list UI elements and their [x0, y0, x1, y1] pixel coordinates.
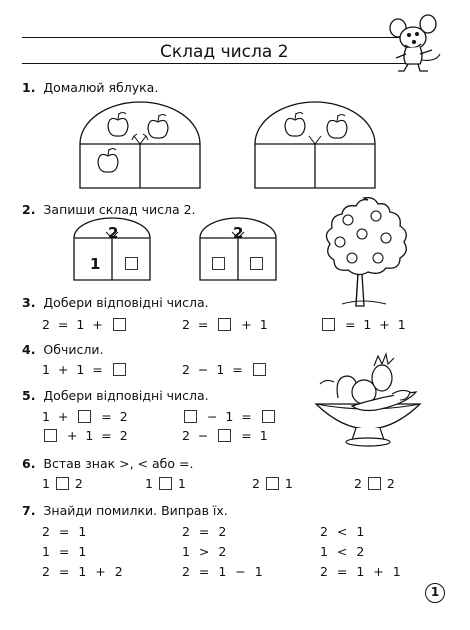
answer-box[interactable] [159, 477, 172, 490]
mouse-mascot-icon [388, 14, 444, 74]
answer-box[interactable] [218, 318, 231, 331]
answer-box[interactable] [322, 318, 335, 331]
equation: = 1 + 1 [320, 317, 406, 333]
comparison: 2 1 [252, 476, 293, 491]
answer-box[interactable] [78, 410, 91, 423]
task-3: 3. Добери відповідні числа. [22, 295, 209, 310]
answer-box[interactable] [218, 429, 231, 442]
answer-box[interactable] [125, 257, 138, 270]
equation: 2 < 1 [320, 524, 365, 539]
comparison: 1 1 [145, 476, 186, 491]
answer-box[interactable] [250, 257, 263, 270]
equation: − 1 = [182, 409, 277, 425]
equation: 2 = 1 + [42, 317, 128, 333]
apple-tree-illustration [318, 194, 410, 310]
answer-box[interactable] [212, 257, 225, 270]
equation: 2 = 1 + 1 [320, 564, 401, 579]
task-5: 5. Добери відповідні числа. [22, 388, 209, 403]
task-4: 4. Обчисли. [22, 342, 104, 357]
comparison: 1 2 [42, 476, 83, 491]
answer-box[interactable] [253, 363, 266, 376]
house-left-number: 1 [90, 255, 101, 273]
equation: + 1 = 2 [42, 428, 128, 444]
header-line [22, 37, 417, 38]
answer-box[interactable] [113, 363, 126, 376]
equation: 1 + = 2 [42, 409, 128, 424]
equation: 1 < 2 [320, 544, 365, 559]
equation: 2 − 1 = [182, 362, 268, 378]
task-6: 6. Встав знак >, < або =. [22, 456, 194, 471]
answer-box[interactable] [262, 410, 275, 423]
answer-box[interactable] [44, 429, 57, 442]
fruit-bowl-illustration [312, 350, 424, 450]
equation: 2 = 1 [42, 524, 87, 539]
equation: 2 = 1 + 2 [42, 564, 123, 579]
answer-box[interactable] [56, 477, 69, 490]
house-top-number: 2 [108, 224, 119, 242]
page-number: 1 [425, 583, 445, 603]
task-1: 1. Домалюй яблука. [22, 80, 159, 95]
apple-house-2 [253, 100, 377, 190]
task-7: 7. Знайди помилки. Виправ їх. [22, 503, 228, 518]
equation: 1 = 1 [42, 544, 87, 559]
equation: 2 = 1 − 1 [182, 564, 263, 579]
answer-box[interactable] [113, 318, 126, 331]
house-top-number: 2 [233, 224, 244, 242]
header-line [22, 63, 417, 64]
equation: 2 = + 1 [182, 317, 268, 332]
equation: 1 + 1 = [42, 362, 128, 378]
equation: 1 > 2 [182, 544, 227, 559]
apple-house-1 [78, 100, 202, 190]
answer-box[interactable] [368, 477, 381, 490]
answer-box[interactable] [266, 477, 279, 490]
page-title: Склад числа 2 [160, 42, 289, 62]
equation: 2 − = 1 [182, 428, 268, 443]
comparison: 2 2 [354, 476, 395, 491]
equation: 2 = 2 [182, 524, 227, 539]
answer-box[interactable] [184, 410, 197, 423]
task-2: 2. Запиши склад числа 2. [22, 202, 196, 217]
